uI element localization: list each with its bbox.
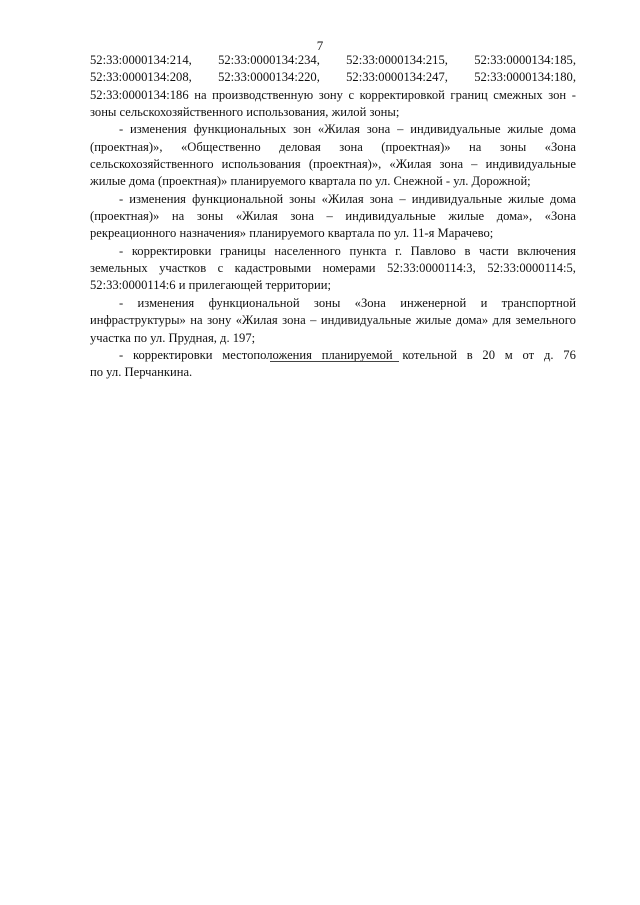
text-fragment: Павлово xyxy=(410,243,456,258)
text-fragment: пункта xyxy=(349,243,387,258)
text-fragment: зону xyxy=(318,87,343,102)
text-fragment: на xyxy=(190,313,203,328)
text-fragment: изменения xyxy=(137,295,195,310)
text-fragment: участков xyxy=(159,261,207,276)
text-line xyxy=(90,260,576,277)
text-fragment: корректировкой xyxy=(359,87,445,102)
document-body xyxy=(90,52,576,382)
text-fragment: «Зона xyxy=(544,139,576,154)
text-fragment: индивидуальные xyxy=(410,122,501,137)
text-fragment: дома», xyxy=(496,209,533,224)
text-fragment: зоны сельскохозяйственного использования, жилой зоны; xyxy=(90,105,400,120)
text-fragment: зоны xyxy=(499,139,527,154)
text-fragment: и xyxy=(480,295,488,310)
text-fragment: «Жилая xyxy=(235,313,278,328)
text-line xyxy=(90,330,576,347)
text-line xyxy=(90,312,576,329)
text-line xyxy=(90,277,576,294)
text-fragment: (проектная)», xyxy=(308,157,382,172)
text-line xyxy=(90,139,576,156)
text-fragment: для xyxy=(492,313,512,328)
text-line xyxy=(90,243,576,260)
text-fragment: «Зона xyxy=(354,295,386,310)
text-fragment: на xyxy=(171,209,185,224)
text-fragment: (проектная)» xyxy=(90,209,160,224)
text-fragment: 20 xyxy=(482,347,496,362)
text-fragment: индивидуальные xyxy=(345,209,436,224)
text-fragment: - xyxy=(119,191,124,206)
text-fragment: на xyxy=(194,87,207,102)
text-fragment: зоны xyxy=(196,209,224,224)
text-fragment: функциональной xyxy=(192,191,284,206)
text-fragment: жилые дома (проектная)» планируемого квартала по ул. Снежной - ул. Дорожной; xyxy=(90,174,531,189)
text-fragment: котельной xyxy=(402,347,457,362)
text-line xyxy=(90,191,576,208)
text-fragment: зона xyxy=(282,313,306,328)
text-fragment: части xyxy=(479,243,509,258)
text-line xyxy=(90,121,576,138)
text-fragment: сельскохозяйственного xyxy=(90,157,214,172)
text-fragment: местоположения xyxy=(222,347,312,362)
text-fragment: 52:33:0000134:234, xyxy=(218,53,320,67)
text-fragment: - xyxy=(119,122,124,137)
text-line xyxy=(90,69,576,86)
text-fragment: 52:33:0000134:208, xyxy=(90,70,192,85)
text-fragment: – xyxy=(326,209,333,224)
text-line xyxy=(90,173,576,190)
text-fragment: деловая xyxy=(279,139,321,154)
text-fragment: - xyxy=(119,243,124,258)
text-line xyxy=(90,225,576,242)
text-fragment: населенного xyxy=(274,243,341,258)
text-line xyxy=(90,52,576,69)
text-line xyxy=(90,104,576,121)
text-fragment: участка по ул. Прудная, д. 197; xyxy=(90,330,256,345)
text-fragment: - xyxy=(119,295,124,310)
text-fragment: зоны xyxy=(313,295,341,310)
text-fragment: номерами xyxy=(322,261,376,276)
text-fragment: жилые xyxy=(508,191,544,206)
text-line xyxy=(90,156,576,173)
text-fragment: зоны xyxy=(289,191,316,206)
text-fragment: «Зона xyxy=(544,209,576,224)
text-fragment: 52:33:0000134:214, xyxy=(90,53,192,67)
text-fragment: «Жилая xyxy=(389,157,432,172)
text-fragment: «Жилая xyxy=(317,122,360,137)
text-fragment: на xyxy=(469,139,482,154)
page-number: 7 xyxy=(316,38,324,53)
text-fragment: дома xyxy=(550,191,576,206)
text-fragment: зону xyxy=(207,313,232,328)
text-fragment: зона xyxy=(290,209,314,224)
text-fragment: 52:33:0000134:247, xyxy=(346,70,448,85)
text-fragment: г. xyxy=(395,243,402,258)
text-fragment: 52:33:0000134:185, xyxy=(474,53,576,67)
text-fragment: 52:33:0000134:220, xyxy=(218,70,320,85)
text-fragment: «Общественно xyxy=(180,139,261,154)
text-fragment: 52:33:0000114:5, xyxy=(487,261,576,276)
text-fragment: зон xyxy=(548,87,567,102)
text-fragment: в xyxy=(466,347,473,362)
text-fragment: использования xyxy=(221,157,301,172)
text-fragment: 52:33:0000134:180, xyxy=(474,70,576,85)
text-fragment: транспортной xyxy=(501,295,576,310)
text-fragment: корректировки xyxy=(131,243,212,258)
text-fragment: жилые xyxy=(415,313,452,328)
text-fragment: границы xyxy=(220,243,266,258)
text-fragment: 52:33:0000114:6 и прилегающей территории; xyxy=(90,278,331,293)
text-fragment: д. xyxy=(543,347,554,362)
text-fragment: жилые xyxy=(507,122,544,137)
text-fragment: индивидуальные xyxy=(485,157,576,172)
text-fragment: земельных xyxy=(90,261,148,276)
text-fragment: рекреационного назначения» планируемого квартала по ул. 11-я Марачево; xyxy=(90,226,494,241)
text-line xyxy=(90,87,576,104)
text-fragment: м xyxy=(504,347,513,362)
text-fragment: – xyxy=(310,313,317,328)
text-fragment: 52:33:0000134:215, xyxy=(346,53,448,67)
text-fragment: зон xyxy=(293,122,312,137)
text-fragment: границ xyxy=(450,87,488,102)
text-fragment: кадастровыми xyxy=(234,261,312,276)
text-fragment: индивидуальные xyxy=(411,191,503,206)
text-fragment: инженерной xyxy=(400,295,467,310)
text-fragment: изменения xyxy=(130,122,187,137)
text-fragment: включения xyxy=(517,243,576,258)
text-fragment: смежных xyxy=(493,87,543,102)
text-fragment: - xyxy=(571,87,576,102)
text-fragment: инфраструктуры» xyxy=(90,313,186,328)
text-fragment: функциональных xyxy=(193,122,287,137)
text-fragment: 52:33:0000134:186 xyxy=(90,87,189,102)
text-fragment: – xyxy=(399,191,406,206)
text-fragment: от xyxy=(522,347,535,362)
text-fragment: (проектная)» xyxy=(381,139,451,154)
text-fragment: планируемой xyxy=(321,347,393,362)
end-separator-line xyxy=(270,361,399,362)
text-fragment: жилые xyxy=(448,209,485,224)
text-fragment: функциональной xyxy=(208,295,300,310)
text-line xyxy=(90,295,576,312)
text-fragment: дома» xyxy=(455,313,489,328)
text-fragment: - xyxy=(119,347,124,362)
text-fragment: «Жилая xyxy=(321,191,364,206)
text-fragment: 76 xyxy=(563,347,576,362)
text-fragment: с xyxy=(217,261,224,276)
text-line xyxy=(90,364,576,381)
text-fragment: индивидуальные xyxy=(320,313,412,328)
text-fragment: – xyxy=(397,122,404,137)
text-fragment: по ул. Перчанкина. xyxy=(90,365,193,380)
text-fragment: зона xyxy=(366,122,391,137)
text-fragment: 52:33:0000114:3, xyxy=(387,261,476,276)
text-fragment: с xyxy=(348,87,355,102)
text-fragment: (проектная)», xyxy=(90,139,163,154)
text-fragment: земельного xyxy=(515,313,576,328)
text-fragment: корректировки xyxy=(132,347,213,362)
text-fragment: производственную xyxy=(212,87,314,102)
text-fragment: – xyxy=(471,157,478,172)
text-fragment: в xyxy=(464,243,471,258)
text-fragment: зона xyxy=(339,139,363,154)
text-fragment: «Жилая xyxy=(235,209,278,224)
text-line xyxy=(90,208,576,225)
text-fragment: изменения xyxy=(129,191,186,206)
text-fragment: дома xyxy=(550,122,576,137)
text-fragment: зона xyxy=(439,157,464,172)
text-fragment: зона xyxy=(369,191,394,206)
